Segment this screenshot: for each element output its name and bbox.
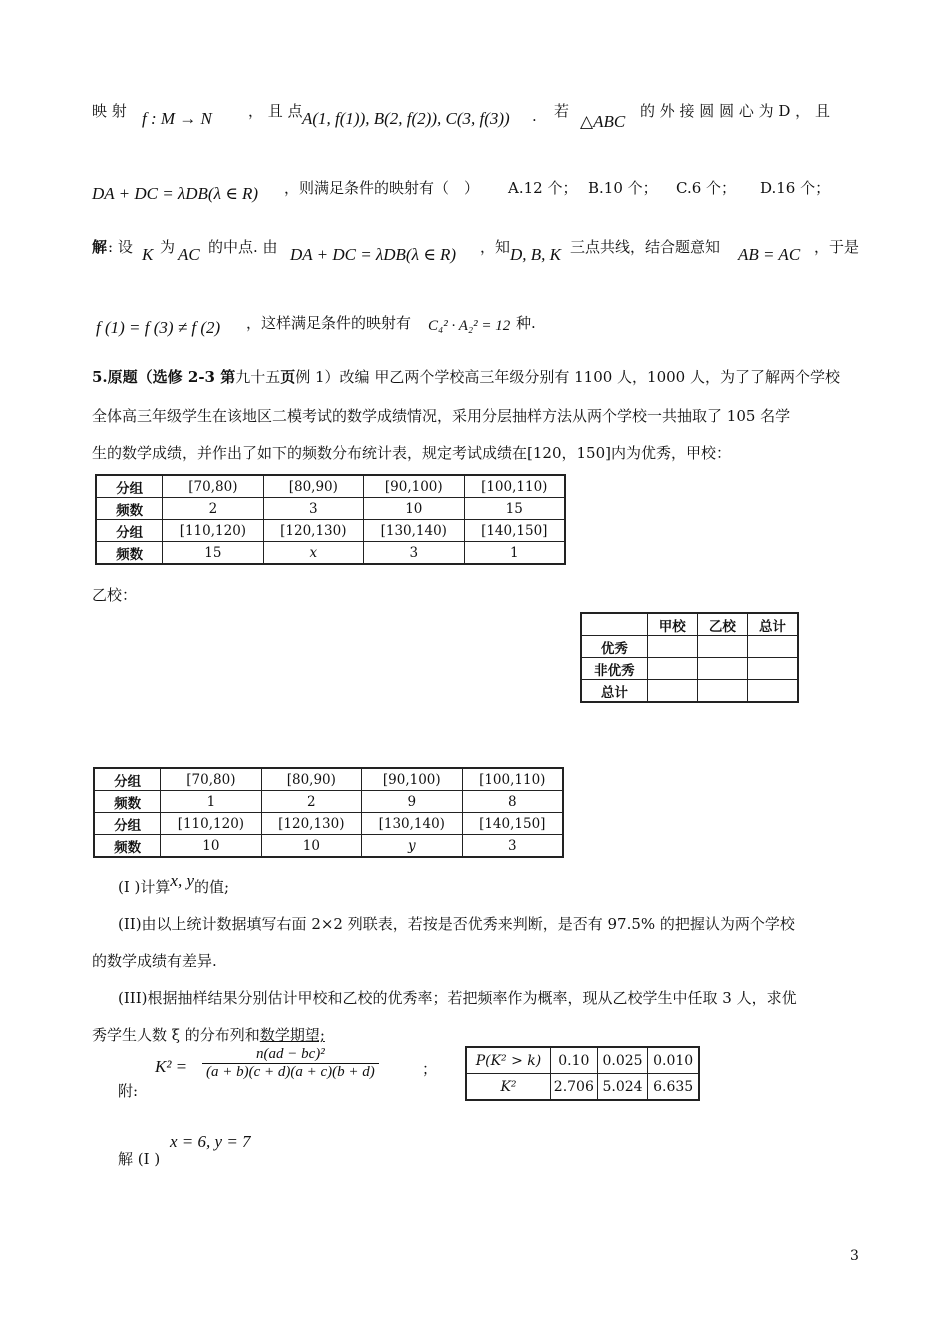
table-cell: 乙校 xyxy=(697,613,747,636)
table-cell: 总计 xyxy=(581,680,647,703)
problem5-title4: 例 1）改编 xyxy=(295,368,370,386)
line1-points: A(1, f(1)), B(2, f(2)), C(3, f(3)) xyxy=(302,109,510,128)
table-row xyxy=(581,658,798,680)
appendix-k2: K² = xyxy=(155,1057,188,1076)
table-row xyxy=(581,680,798,703)
table-row xyxy=(96,520,565,542)
solution-label: 解 xyxy=(92,238,108,256)
solution2-suffix: 种. xyxy=(516,314,536,332)
table-cell xyxy=(697,658,747,680)
solution1-ac: AC xyxy=(178,245,200,264)
table-cell: K² xyxy=(466,1074,550,1101)
table-cell: 频数 xyxy=(94,835,161,858)
table-jia xyxy=(95,474,566,565)
yi-label: 乙校： xyxy=(92,586,138,604)
line1-prefix: 映 射 xyxy=(92,102,127,120)
solution1-eq: AB = AC xyxy=(738,245,801,264)
table-row xyxy=(94,813,563,835)
table-cell: 甲校 xyxy=(647,613,697,636)
table-cell: 0.025 xyxy=(597,1047,648,1074)
table-cell: [100,110) xyxy=(464,475,565,498)
solution1-pts: D, B, K xyxy=(510,245,561,264)
table-cell: 0.010 xyxy=(648,1047,699,1074)
table-cell xyxy=(647,636,697,658)
question3-c: 数学期望; xyxy=(259,1026,325,1044)
page-number: 3 xyxy=(850,1248,859,1264)
table-cell xyxy=(747,680,798,703)
table-cell: 9 xyxy=(362,791,462,813)
table-cell: 2 xyxy=(261,791,361,813)
solution1-t2: 为 xyxy=(160,238,176,256)
solution1-t1: : 设 xyxy=(108,238,133,256)
table-row xyxy=(466,1074,699,1101)
table-cell: P(K² > k) xyxy=(466,1047,550,1074)
table-cell: 分组 xyxy=(94,813,161,835)
table-row xyxy=(94,835,563,858)
line1-suffix: 的 外 接 圆 圆 心 为 D ， 且 xyxy=(640,102,830,120)
line1-triangle: △ABC xyxy=(580,112,626,131)
table-cell: [110,120) xyxy=(161,813,261,835)
table-cell: 3 xyxy=(364,542,464,565)
question1-a: (I )计算 xyxy=(118,878,171,896)
table-row xyxy=(96,475,565,498)
appendix-semicolon: ； xyxy=(422,1060,438,1078)
table-cell: 10 xyxy=(364,498,464,520)
table-cell: 6.635 xyxy=(648,1074,699,1101)
table-cell: [120,130) xyxy=(263,520,363,542)
line2-expr: DA + DC = λDB(λ ∈ R) xyxy=(92,184,259,203)
solution2-expr: f (1) = f (3) ≠ f (2) xyxy=(96,318,221,337)
question3-b: 秀学生人数 ξ 的分布列和 xyxy=(92,1026,260,1044)
solution1-expr: DA + DC = λDB(λ ∈ R) xyxy=(290,245,457,264)
table-cell: 8 xyxy=(462,791,563,813)
table-cell: 非优秀 xyxy=(581,658,647,680)
formula-denominator: (a + b)(c + d)(a + c)(b + d) xyxy=(206,1064,375,1080)
formula-numerator: n(ad − bc)² xyxy=(202,1046,379,1064)
question3: (III)根据抽样结果分别估计甲校和乙校的优秀率；若把频率作为概率，现从乙校学生中任取 3 人，求优 xyxy=(118,989,797,1007)
table-cell: 1 xyxy=(464,542,565,565)
critical-value-table xyxy=(465,1046,700,1101)
table-cell: 2 xyxy=(163,498,263,520)
table-cell xyxy=(697,680,747,703)
option-d: D.16 个； xyxy=(760,179,831,197)
table-cell xyxy=(747,636,798,658)
solution1-t5: 三点共线，结合题意知 xyxy=(570,238,721,256)
table-row xyxy=(581,636,798,658)
table-cell: [70,80) xyxy=(161,768,261,791)
problem5-body1: 甲乙两个学校高三年级分别有 1100 人，1000 人，为了了解两个学校 xyxy=(374,368,840,386)
table-row xyxy=(94,768,563,791)
table-cell: 5.024 xyxy=(597,1074,648,1101)
table-cell xyxy=(647,680,697,703)
table-cell: 3 xyxy=(263,498,363,520)
table-cell: 优秀 xyxy=(581,636,647,658)
problem5-title: 5.原题（选修 2-3 第 xyxy=(92,368,236,386)
table-cell: 15 xyxy=(464,498,565,520)
appendix-formula xyxy=(202,1046,379,1081)
table-cell xyxy=(647,658,697,680)
solution1-t3: 的中点. 由 xyxy=(208,238,278,256)
table-cell xyxy=(697,636,747,658)
table-cell: [140,150] xyxy=(464,520,565,542)
table-cell: [90,100) xyxy=(362,768,462,791)
table-cell: [80,90) xyxy=(263,475,363,498)
table-row xyxy=(96,498,565,520)
table-cell: [140,150] xyxy=(462,813,563,835)
solution1-k: K xyxy=(142,245,154,264)
line2-text: ，则满足条件的映射有（ ） xyxy=(284,179,480,197)
option-c: C.6 个； xyxy=(676,179,737,197)
solution2-text: ，这样满足条件的映射有 xyxy=(246,314,412,332)
table-cell: y xyxy=(362,835,462,858)
option-a: A.12 个； xyxy=(508,179,578,197)
table-yi xyxy=(93,767,564,858)
table-cell: [120,130) xyxy=(261,813,361,835)
question2-b: 的数学成绩有差异. xyxy=(92,952,217,970)
table-cell xyxy=(581,613,647,636)
problem5-title3: 页 xyxy=(280,368,296,386)
line1-map-expr: f : M → N xyxy=(142,109,212,128)
table-row xyxy=(581,613,798,636)
answer-expr: x = 6, y = 7 xyxy=(170,1132,251,1151)
table-cell: 2.706 xyxy=(550,1074,597,1101)
table-cell: [90,100) xyxy=(364,475,464,498)
table-cell: x xyxy=(263,542,363,565)
option-b: B.10 个； xyxy=(588,179,658,197)
table-cell: 分组 xyxy=(94,768,161,791)
solution2-count: C₄² · A₂² = 12 xyxy=(428,318,511,334)
problem5-title2: 九十五 xyxy=(235,368,281,386)
solution1-t6: ，于是 xyxy=(814,238,860,256)
table-row xyxy=(466,1047,699,1074)
answer-label: 解 (I ) xyxy=(118,1150,161,1168)
table-cell xyxy=(747,658,798,680)
table-cell: 1 xyxy=(161,791,261,813)
table-cell: [100,110) xyxy=(462,768,563,791)
question3-line2 xyxy=(92,1024,325,1045)
table-row xyxy=(96,542,565,565)
line1-dot: . xyxy=(532,107,537,125)
table-cell: 频数 xyxy=(96,542,163,565)
table-cell: 分组 xyxy=(96,475,163,498)
question1-b: 的值; xyxy=(194,878,230,896)
table-cell: 分组 xyxy=(96,520,163,542)
problem5-body2: 全体高三年级学生在该地区二模考试的数学成绩情况，采用分层抽样方法从两个学校一共抽取了 105 名学 xyxy=(92,407,791,425)
problem5-title-line xyxy=(92,366,840,387)
question1-line xyxy=(118,871,230,897)
table-row xyxy=(94,791,563,813)
table-cell: 频数 xyxy=(96,498,163,520)
table-cell: 10 xyxy=(161,835,261,858)
table-cell: 15 xyxy=(163,542,263,565)
table-cell: [130,140) xyxy=(364,520,464,542)
table-cell: [110,120) xyxy=(163,520,263,542)
problem5-body3: 生的数学成绩，并作出了如下的频数分布统计表，规定考试成绩在[120，150]内为优秀，甲校： xyxy=(92,444,731,462)
table-cell: [80,90) xyxy=(261,768,361,791)
solution1-t4: ，知 xyxy=(480,238,511,256)
table-cell: 3 xyxy=(462,835,563,858)
table-cell: 10 xyxy=(261,835,361,858)
question2: (II)由以上统计数据填写右面 2×2 列联表，若按是否优秀来判断，是否有 97.5% 的把握认为两个学校 xyxy=(118,915,795,933)
question1-vars: x, y xyxy=(170,871,194,890)
table-cell: [130,140) xyxy=(362,813,462,835)
contingency-table xyxy=(580,612,799,703)
table-cell: [70,80) xyxy=(163,475,263,498)
appendix-label: 附: xyxy=(118,1082,139,1100)
table-cell: 频数 xyxy=(94,791,161,813)
table-cell: 0.10 xyxy=(550,1047,597,1074)
line1-mid: ， 且 点 xyxy=(248,102,303,120)
table-cell: 总计 xyxy=(747,613,798,636)
line1-ruo: 若 xyxy=(554,102,570,120)
formula-fraction xyxy=(202,1046,379,1081)
